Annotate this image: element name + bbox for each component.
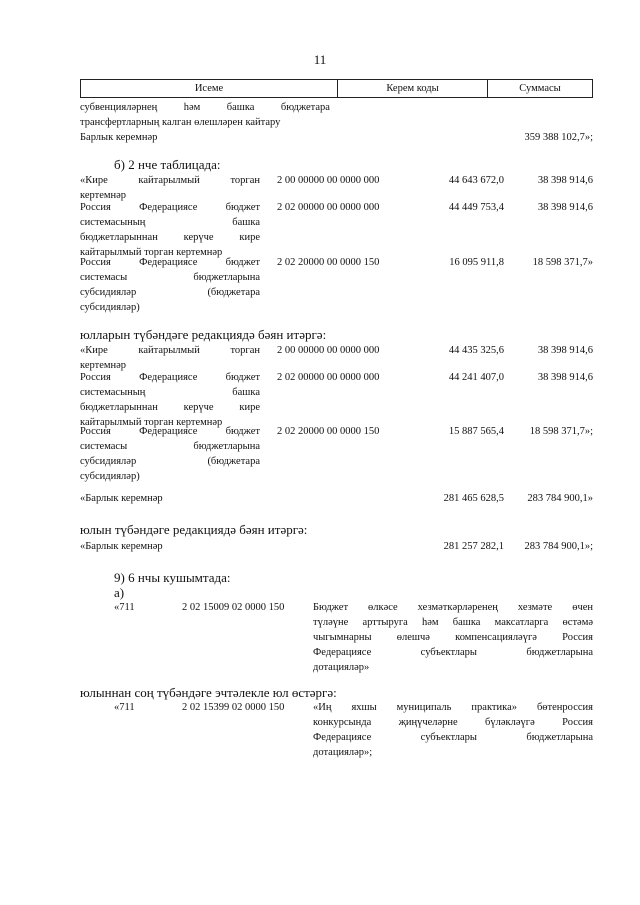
- row-sum-1: 15 887 565,4: [448, 426, 504, 437]
- appendix-desc-line: Бюджет өлкәсе хезмәткәрләренең хезмәте өчен: [313, 602, 593, 613]
- row-sum-1: 16 095 911,8: [449, 257, 504, 268]
- row-label-line: бюджетларыннан керүче кире: [80, 232, 260, 243]
- line-total-label: «Барлык керемнәр: [80, 541, 163, 552]
- row-label-line: субсидияләр): [80, 302, 140, 313]
- row-label-line: системасының башка: [80, 217, 260, 228]
- row-sum-1: 44 643 672,0: [448, 175, 504, 186]
- appendix-desc-line: Федерациясе субъектлары бюджетларына: [313, 732, 593, 743]
- lines-total-label: «Барлык керемнәр: [80, 493, 163, 504]
- page-number: 11: [313, 52, 327, 67]
- top-total-sum: 359 388 102,7»;: [524, 132, 593, 143]
- appendix-sub: а): [114, 585, 125, 600]
- top-line-1: субвенцияләрнең һәм башка бюджетара: [80, 102, 330, 113]
- row-label-line: системасы бюджетларына: [80, 272, 260, 283]
- appendix-desc-line: Федерациясе субъектлары бюджетларына: [313, 647, 593, 658]
- row-code: 2 02 00000 00 0000 000: [277, 372, 380, 383]
- header-sum: Суммасы: [519, 83, 561, 94]
- row-sum-2: 38 398 914,6: [537, 372, 593, 383]
- row-sum-2: 18 598 371,7»;: [529, 426, 593, 437]
- row-label-line: кертемнәр: [80, 360, 127, 371]
- line-total-sum2: 283 784 900,1»;: [524, 541, 593, 552]
- row-sum-2: 38 398 914,6: [537, 345, 593, 356]
- row-label-line: системасы бюджетларына: [80, 441, 260, 452]
- section-lines-heading: юлларын түбәндәге редакциядә бәян итәргә:: [80, 327, 327, 342]
- row1-code: 2 02 15009 02 0000 150: [182, 602, 285, 613]
- row-label-line: системасының башка: [80, 387, 260, 398]
- row-label-line: кертемнәр: [80, 190, 127, 201]
- lines-total-sum1: 281 465 628,5: [443, 493, 504, 504]
- section-b-heading: б) 2 нче таблицада:: [114, 157, 221, 172]
- appendix-heading: 9) 6 нчы кушымтада:: [114, 570, 231, 585]
- row-label-line: Россия Федерациясе бюджет: [80, 202, 260, 213]
- appendix-desc-line: дотацияләр»;: [313, 747, 373, 758]
- row-sum-1: 44 449 753,4: [448, 202, 504, 213]
- row-code: 2 02 20000 00 0000 150: [277, 257, 380, 268]
- row2-admin: «711: [114, 702, 135, 713]
- row-sum-2: 18 598 371,7»: [532, 257, 593, 268]
- row-label-line: «Кире кайтарылмый торган: [80, 345, 260, 356]
- row-sum-2: 38 398 914,6: [537, 202, 593, 213]
- row-label-line: кайтарылмый торган кертемнәр: [80, 417, 223, 428]
- header-code: Керем коды: [386, 83, 439, 94]
- insert-heading: юлыннан соң түбәндәге эчтәлекле юл өстәргә:: [80, 685, 337, 700]
- row-sum-2: 38 398 914,6: [537, 175, 593, 186]
- section-line-heading: юлын түбәндәге редакциядә бәян итәргә:: [80, 522, 308, 537]
- row-code: 2 00 00000 00 0000 000: [277, 175, 380, 186]
- top-line-3: Барлык керемнәр: [80, 132, 158, 143]
- appendix-desc-line: дотацияләр»: [313, 662, 370, 673]
- row-code: 2 02 00000 00 0000 000: [277, 202, 380, 213]
- row-code: 2 02 20000 00 0000 150: [277, 426, 380, 437]
- row-label-line: субсидияләр): [80, 471, 140, 482]
- row-label-line: кайтарылмый торган кертемнәр: [80, 247, 223, 258]
- row-sum-1: 44 435 325,6: [448, 345, 504, 356]
- appendix-desc-line: «Иң яхшы муниципаль практика» бөтенроссия: [313, 702, 593, 713]
- row-label-line: Россия Федерациясе бюджет: [80, 426, 260, 437]
- header-name: Исеме: [194, 83, 224, 94]
- row2-code: 2 02 15399 02 0000 150: [182, 702, 285, 713]
- row-label-line: Россия Федерациясе бюджет: [80, 257, 260, 268]
- appendix-desc-line: чыгымнарны өлешчә компенсацияләүгә Россия: [313, 632, 593, 643]
- table-header: [80, 79, 593, 98]
- row-label-line: бюджетларыннан керүче кире: [80, 402, 260, 413]
- row-label-line: субсидияләр (бюджетара: [80, 456, 260, 467]
- appendix-desc-line: түләүне арттыруга һәм башка максатларга өстәмә: [313, 617, 593, 628]
- row-code: 2 00 00000 00 0000 000: [277, 345, 380, 356]
- row-sum-1: 44 241 407,0: [448, 372, 504, 383]
- row-label-line: субсидияләр (бюджетара: [80, 287, 260, 298]
- top-line-2: трансфертларның калган өлешләрен кайтару: [80, 117, 281, 128]
- row-label-line: «Кире кайтарылмый торган: [80, 175, 260, 186]
- appendix-desc-line: конкурсында җиңүчеләрне бүләкләүгә Россия: [313, 717, 593, 728]
- row-label-line: Россия Федерациясе бюджет: [80, 372, 260, 383]
- lines-total-sum2: 283 784 900,1»: [527, 493, 593, 504]
- line-total-sum1: 281 257 282,1: [443, 541, 504, 552]
- row1-admin: «711: [114, 602, 135, 613]
